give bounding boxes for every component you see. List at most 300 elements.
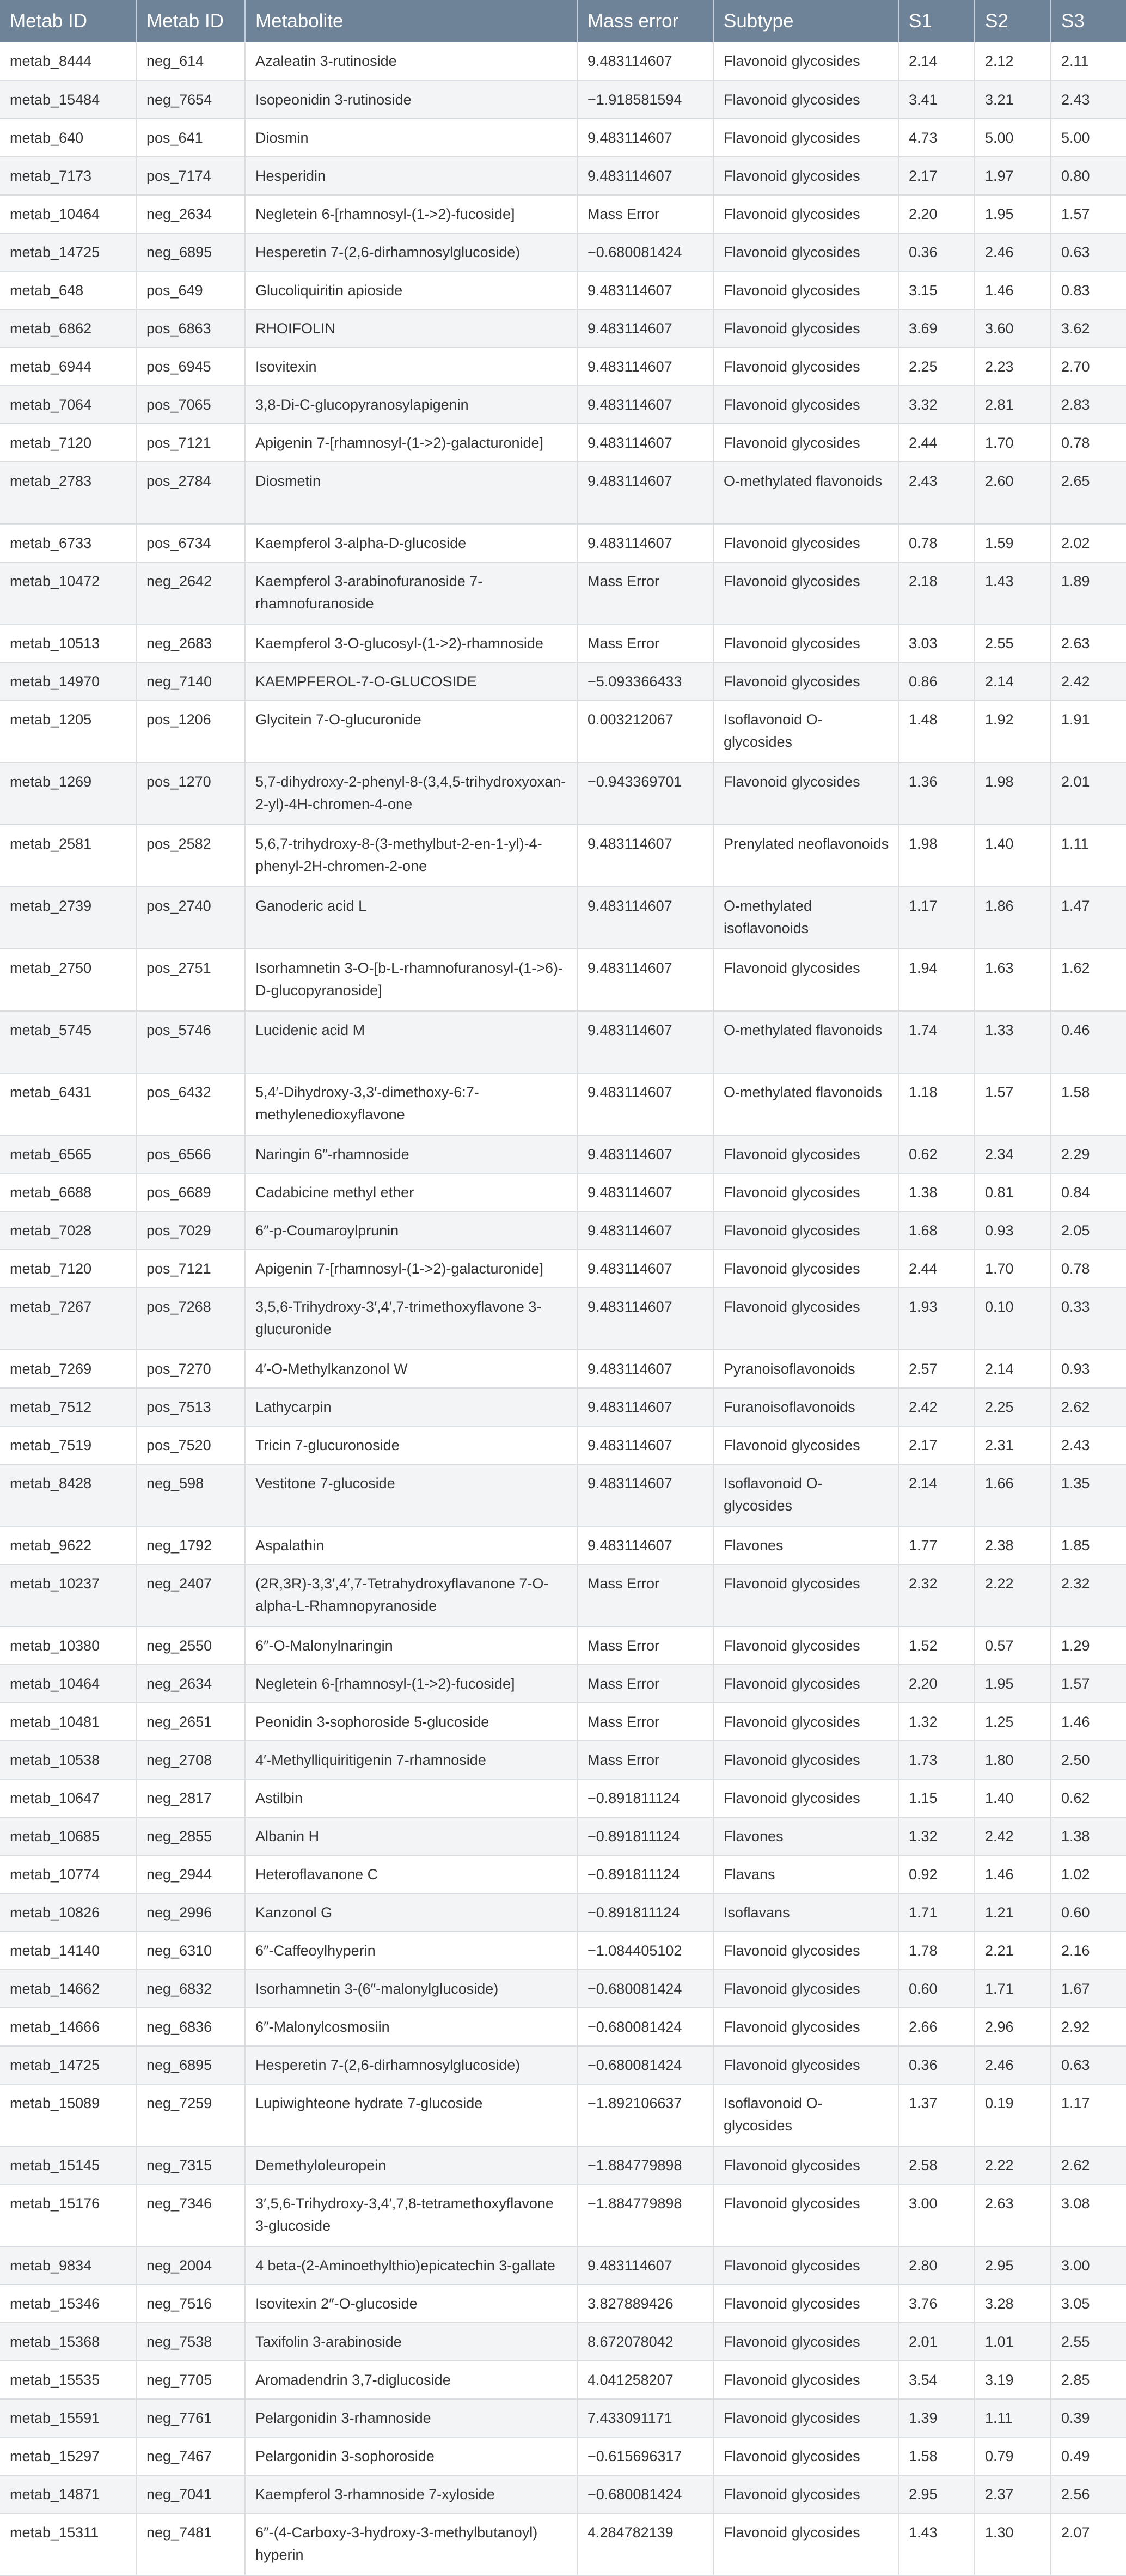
cell-subtype: Flavonoid glycosides xyxy=(713,1288,898,1350)
cell-metab-id-2: neg_7516 xyxy=(136,2285,245,2323)
cell-mass-error: −1.918581594 xyxy=(577,81,713,119)
table-row xyxy=(0,2475,1126,2513)
cell-s1: 1.17 xyxy=(898,887,975,949)
cell-mass-error: Mass Error xyxy=(577,1665,713,1703)
cell-s3: 0.84 xyxy=(1051,1173,1126,1211)
table-row xyxy=(0,1779,1126,1817)
cell-metab-id: metab_7064 xyxy=(0,386,136,424)
cell-s2: 1.21 xyxy=(975,1893,1051,1932)
cell-s2: 1.59 xyxy=(975,524,1051,562)
cell-s1: 1.38 xyxy=(898,1173,975,1211)
cell-subtype: Flavonoid glycosides xyxy=(713,662,898,701)
cell-s1: 1.15 xyxy=(898,1779,975,1817)
cell-s3: 2.62 xyxy=(1051,1388,1126,1426)
cell-metab-id-2: neg_7041 xyxy=(136,2475,245,2513)
cell-mass-error: 9.483114607 xyxy=(577,1464,713,1526)
cell-s3: 0.63 xyxy=(1051,233,1126,271)
cell-s1: 0.92 xyxy=(898,1855,975,1893)
table-row xyxy=(0,233,1126,271)
cell-metab-id: metab_6862 xyxy=(0,309,136,348)
cell-metab-id-2: neg_2634 xyxy=(136,195,245,233)
table-row xyxy=(0,1627,1126,1665)
cell-subtype: Flavonoid glycosides xyxy=(713,2437,898,2475)
cell-metabolite: Isovitexin 2″-O-glucoside xyxy=(245,2285,577,2323)
cell-s3: 0.78 xyxy=(1051,1250,1126,1288)
cell-metab-id-2: neg_6832 xyxy=(136,1970,245,2008)
cell-metabolite: Kanzonol G xyxy=(245,1893,577,1932)
cell-metabolite: Vestitone 7-glucoside xyxy=(245,1464,577,1526)
cell-mass-error: −5.093366433 xyxy=(577,662,713,701)
cell-mass-error: 9.483114607 xyxy=(577,1388,713,1426)
cell-s1: 1.43 xyxy=(898,2513,975,2575)
cell-metab-id: metab_7269 xyxy=(0,1350,136,1388)
table-row xyxy=(0,462,1126,524)
cell-s1: 3.32 xyxy=(898,386,975,424)
cell-subtype: Flavonoid glycosides xyxy=(713,1932,898,1970)
table-row xyxy=(0,662,1126,701)
cell-s2: 1.01 xyxy=(975,2323,1051,2361)
cell-metabolite: 5,7-dihydroxy-2-phenyl-8-(3,4,5-trihydroxyoxan-2-yl)-4H-chromen-4-one xyxy=(245,763,577,825)
cell-metab-id-2: neg_7761 xyxy=(136,2399,245,2437)
cell-metab-id: metab_15089 xyxy=(0,2084,136,2146)
cell-subtype: Flavonoid glycosides xyxy=(713,562,898,624)
cell-s1: 2.80 xyxy=(898,2246,975,2285)
header-row xyxy=(0,0,1126,42)
cell-metabolite: Hesperetin 7-(2,6-dirhamnosylglucoside) xyxy=(245,2046,577,2084)
cell-s2: 1.40 xyxy=(975,825,1051,887)
cell-subtype: Flavonoid glycosides xyxy=(713,2361,898,2399)
cell-metabolite: Diosmin xyxy=(245,119,577,157)
cell-s2: 1.43 xyxy=(975,562,1051,624)
table-row xyxy=(0,1388,1126,1426)
cell-s1: 2.32 xyxy=(898,1564,975,1627)
cell-s3: 3.08 xyxy=(1051,2184,1126,2246)
cell-metab-id: metab_15145 xyxy=(0,2146,136,2184)
cell-metabolite: Hesperidin xyxy=(245,157,577,195)
cell-mass-error: −1.884779898 xyxy=(577,2146,713,2184)
cell-s3: 2.85 xyxy=(1051,2361,1126,2399)
cell-subtype: Flavonoid glycosides xyxy=(713,524,898,562)
cell-s3: 0.49 xyxy=(1051,2437,1126,2475)
cell-metab-id: metab_10647 xyxy=(0,1779,136,1817)
cell-s1: 2.18 xyxy=(898,562,975,624)
cell-subtype: Flavonoid glycosides xyxy=(713,1703,898,1741)
cell-metab-id: metab_2739 xyxy=(0,887,136,949)
cell-s2: 2.37 xyxy=(975,2475,1051,2513)
cell-subtype: Flavones xyxy=(713,1817,898,1855)
cell-s1: 1.94 xyxy=(898,949,975,1011)
cell-metab-id-2: neg_7538 xyxy=(136,2323,245,2361)
cell-mass-error: −0.680081424 xyxy=(577,2046,713,2084)
cell-metab-id: metab_15176 xyxy=(0,2184,136,2246)
cell-s3: 1.47 xyxy=(1051,887,1126,949)
cell-subtype: Flavonoid glycosides xyxy=(713,2323,898,2361)
cell-metab-id-2: neg_2642 xyxy=(136,562,245,624)
cell-metab-id: metab_2581 xyxy=(0,825,136,887)
cell-metab-id-2: neg_7315 xyxy=(136,2146,245,2184)
cell-metab-id-2: pos_7029 xyxy=(136,1211,245,1250)
cell-metab-id-2: neg_2634 xyxy=(136,1665,245,1703)
cell-s2: 1.33 xyxy=(975,1011,1051,1073)
cell-metab-id: metab_10464 xyxy=(0,195,136,233)
cell-subtype: Flavonoid glycosides xyxy=(713,2184,898,2246)
table-row xyxy=(0,887,1126,949)
cell-s1: 2.14 xyxy=(898,42,975,81)
cell-subtype: Flavonoid glycosides xyxy=(713,386,898,424)
cell-subtype: O-methylated flavonoids xyxy=(713,462,898,524)
cell-s2: 2.95 xyxy=(975,2246,1051,2285)
cell-metab-id-2: neg_7140 xyxy=(136,662,245,701)
cell-metab-id: metab_10472 xyxy=(0,562,136,624)
cell-metab-id-2: neg_7705 xyxy=(136,2361,245,2399)
cell-s3: 1.11 xyxy=(1051,825,1126,887)
cell-metab-id: metab_9622 xyxy=(0,1526,136,1564)
cell-subtype: Flavonoid glycosides xyxy=(713,624,898,662)
cell-s3: 1.02 xyxy=(1051,1855,1126,1893)
cell-subtype: Flavonoid glycosides xyxy=(713,949,898,1011)
cell-mass-error: 9.483114607 xyxy=(577,462,713,524)
table-row xyxy=(0,1288,1126,1350)
cell-s2: 1.57 xyxy=(975,1073,1051,1135)
cell-subtype: Flavonoid glycosides xyxy=(713,1779,898,1817)
cell-s3: 1.35 xyxy=(1051,1464,1126,1526)
cell-s3: 2.11 xyxy=(1051,42,1126,81)
cell-metabolite: Lupiwighteone hydrate 7-glucoside xyxy=(245,2084,577,2146)
cell-metabolite: Aspalathin xyxy=(245,1526,577,1564)
cell-s3: 1.29 xyxy=(1051,1627,1126,1665)
cell-subtype: Flavonoid glycosides xyxy=(713,157,898,195)
cell-metab-id-2: pos_6734 xyxy=(136,524,245,562)
cell-metabolite: 4′-Methylliquiritigenin 7-rhamnoside xyxy=(245,1741,577,1779)
cell-metab-id-2: pos_1206 xyxy=(136,701,245,763)
table-row xyxy=(0,2246,1126,2285)
cell-s1: 1.71 xyxy=(898,1893,975,1932)
cell-s2: 1.66 xyxy=(975,1464,1051,1526)
cell-s1: 0.78 xyxy=(898,524,975,562)
table-row xyxy=(0,1970,1126,2008)
cell-metabolite: 4′-O-Methylkanzonol W xyxy=(245,1350,577,1388)
cell-metab-id: metab_2783 xyxy=(0,462,136,524)
cell-subtype: Flavonoid glycosides xyxy=(713,1426,898,1464)
cell-metab-id: metab_7120 xyxy=(0,424,136,462)
cell-s3: 2.32 xyxy=(1051,1564,1126,1627)
cell-metab-id: metab_10685 xyxy=(0,1817,136,1855)
cell-metab-id: metab_15311 xyxy=(0,2513,136,2575)
cell-mass-error: 9.483114607 xyxy=(577,1173,713,1211)
cell-mass-error: −0.891811124 xyxy=(577,1817,713,1855)
cell-subtype: O-methylated flavonoids xyxy=(713,1073,898,1135)
cell-metab-id-2: neg_2817 xyxy=(136,1779,245,1817)
cell-subtype: Flavonoid glycosides xyxy=(713,1564,898,1627)
cell-metab-id-2: pos_649 xyxy=(136,271,245,309)
col-subtype: Subtype xyxy=(713,0,898,42)
cell-subtype: Flavonoid glycosides xyxy=(713,1970,898,2008)
table-row xyxy=(0,119,1126,157)
cell-s1: 2.58 xyxy=(898,2146,975,2184)
cell-s2: 2.31 xyxy=(975,1426,1051,1464)
cell-subtype: Flavonoid glycosides xyxy=(713,2146,898,2184)
cell-s2: 2.14 xyxy=(975,662,1051,701)
cell-mass-error: −0.680081424 xyxy=(577,2475,713,2513)
cell-s3: 2.70 xyxy=(1051,348,1126,386)
cell-metab-id: metab_1205 xyxy=(0,701,136,763)
cell-s3: 1.17 xyxy=(1051,2084,1126,2146)
cell-s1: 3.69 xyxy=(898,309,975,348)
table-body xyxy=(0,42,1126,2575)
cell-mass-error: 9.483114607 xyxy=(577,887,713,949)
cell-mass-error: −0.943369701 xyxy=(577,763,713,825)
cell-s1: 1.39 xyxy=(898,2399,975,2437)
cell-metabolite: Kaempferol 3-O-glucosyl-(1->2)-rhamnoside xyxy=(245,624,577,662)
cell-s1: 2.66 xyxy=(898,2008,975,2046)
cell-metab-id: metab_6944 xyxy=(0,348,136,386)
cell-s3: 1.58 xyxy=(1051,1073,1126,1135)
cell-mass-error: 9.483114607 xyxy=(577,1211,713,1250)
cell-s2: 1.46 xyxy=(975,1855,1051,1893)
cell-s3: 3.62 xyxy=(1051,309,1126,348)
cell-mass-error: −1.084405102 xyxy=(577,1932,713,1970)
cell-s1: 2.43 xyxy=(898,462,975,524)
cell-subtype: Flavones xyxy=(713,1526,898,1564)
cell-metab-id: metab_15535 xyxy=(0,2361,136,2399)
cell-s2: 2.23 xyxy=(975,348,1051,386)
table-row xyxy=(0,271,1126,309)
cell-metab-id-2: pos_2784 xyxy=(136,462,245,524)
cell-s2: 2.96 xyxy=(975,2008,1051,2046)
cell-subtype: Flavonoid glycosides xyxy=(713,81,898,119)
cell-subtype: Flavonoid glycosides xyxy=(713,424,898,462)
cell-s3: 1.62 xyxy=(1051,949,1126,1011)
cell-s1: 3.03 xyxy=(898,624,975,662)
cell-s3: 2.02 xyxy=(1051,524,1126,562)
cell-subtype: Flavonoid glycosides xyxy=(713,2513,898,2575)
cell-subtype: Flavonoid glycosides xyxy=(713,195,898,233)
cell-s3: 1.46 xyxy=(1051,1703,1126,1741)
cell-s3: 0.39 xyxy=(1051,2399,1126,2437)
cell-s1: 1.98 xyxy=(898,825,975,887)
cell-metab-id-2: pos_7513 xyxy=(136,1388,245,1426)
cell-metab-id-2: neg_2708 xyxy=(136,1741,245,1779)
cell-s3: 0.93 xyxy=(1051,1350,1126,1388)
cell-metab-id: metab_14871 xyxy=(0,2475,136,2513)
cell-s2: 1.80 xyxy=(975,1741,1051,1779)
cell-s3: 3.05 xyxy=(1051,2285,1126,2323)
cell-s1: 2.20 xyxy=(898,1665,975,1703)
cell-metab-id-2: neg_2550 xyxy=(136,1627,245,1665)
cell-mass-error: 9.483114607 xyxy=(577,1135,713,1173)
cell-metabolite: Negletein 6-[rhamnosyl-(1->2)-fucoside] xyxy=(245,195,577,233)
cell-mass-error: −0.891811124 xyxy=(577,1779,713,1817)
cell-metab-id-2: pos_7270 xyxy=(136,1350,245,1388)
cell-s1: 1.68 xyxy=(898,1211,975,1250)
cell-mass-error: −0.615696317 xyxy=(577,2437,713,2475)
cell-metab-id-2: neg_6310 xyxy=(136,1932,245,1970)
cell-subtype: Flavonoid glycosides xyxy=(713,1250,898,1288)
cell-metab-id: metab_14725 xyxy=(0,233,136,271)
cell-metabolite: (2R,3R)-3,3′,4′,7-Tetrahydroxyflavanone 7-O-alpha-L-Rhamnopyranoside xyxy=(245,1564,577,1627)
cell-metabolite: Isorhamnetin 3-O-[b-L-rhamnofuranosyl-(1->6)-D-glucopyranoside] xyxy=(245,949,577,1011)
cell-metab-id: metab_14970 xyxy=(0,662,136,701)
table-row xyxy=(0,763,1126,825)
cell-mass-error: Mass Error xyxy=(577,1703,713,1741)
cell-metab-id: metab_648 xyxy=(0,271,136,309)
cell-s3: 2.29 xyxy=(1051,1135,1126,1173)
cell-subtype: Flavonoid glycosides xyxy=(713,1211,898,1250)
col-s3: S3 xyxy=(1061,10,1085,32)
cell-s1: 2.44 xyxy=(898,1250,975,1288)
cell-metab-id-2: pos_5746 xyxy=(136,1011,245,1073)
cell-metab-id-2: neg_598 xyxy=(136,1464,245,1526)
cell-metab-id-2: neg_2855 xyxy=(136,1817,245,1855)
cell-metabolite: Azaleatin 3-rutinoside xyxy=(245,42,577,81)
cell-metabolite: Hesperetin 7-(2,6-dirhamnosylglucoside) xyxy=(245,233,577,271)
cell-mass-error: 9.483114607 xyxy=(577,119,713,157)
cell-subtype: Flavonoid glycosides xyxy=(713,119,898,157)
table-row xyxy=(0,424,1126,462)
cell-subtype: Flavonoid glycosides xyxy=(713,1135,898,1173)
cell-metab-id: metab_1269 xyxy=(0,763,136,825)
cell-s2: 1.46 xyxy=(975,271,1051,309)
cell-s1: 2.20 xyxy=(898,195,975,233)
cell-metab-id: metab_15368 xyxy=(0,2323,136,2361)
cell-subtype: Flavonoid glycosides xyxy=(713,233,898,271)
cell-s2: 2.60 xyxy=(975,462,1051,524)
cell-s3: 0.80 xyxy=(1051,157,1126,195)
cell-mass-error: 9.483114607 xyxy=(577,1426,713,1464)
cell-metab-id: metab_6565 xyxy=(0,1135,136,1173)
cell-subtype: Flavonoid glycosides xyxy=(713,1741,898,1779)
cell-s3: 0.60 xyxy=(1051,1893,1126,1932)
cell-mass-error: −0.680081424 xyxy=(577,1970,713,2008)
cell-mass-error: 3.827889426 xyxy=(577,2285,713,2323)
cell-subtype: Flavonoid glycosides xyxy=(713,2008,898,2046)
cell-s2: 2.81 xyxy=(975,386,1051,424)
cell-s3: 2.56 xyxy=(1051,2475,1126,2513)
cell-metabolite: Lathycarpin xyxy=(245,1388,577,1426)
cell-s2: 2.38 xyxy=(975,1526,1051,1564)
cell-s3: 0.83 xyxy=(1051,271,1126,309)
cell-mass-error: 9.483114607 xyxy=(577,348,713,386)
cell-s2: 1.97 xyxy=(975,157,1051,195)
cell-subtype: O-methylated isoflavonoids xyxy=(713,887,898,949)
cell-s1: 1.32 xyxy=(898,1703,975,1741)
table-row xyxy=(0,2513,1126,2575)
cell-mass-error: 9.483114607 xyxy=(577,1250,713,1288)
cell-s3: 1.57 xyxy=(1051,195,1126,233)
cell-s2: 2.63 xyxy=(975,2184,1051,2246)
cell-s1: 0.36 xyxy=(898,2046,975,2084)
cell-mass-error: 9.483114607 xyxy=(577,42,713,81)
cell-s3: 1.38 xyxy=(1051,1817,1126,1855)
cell-metab-id-2: neg_7481 xyxy=(136,2513,245,2575)
cell-metabolite: Lucidenic acid M xyxy=(245,1011,577,1073)
cell-s3: 2.92 xyxy=(1051,2008,1126,2046)
cell-s1: 1.48 xyxy=(898,701,975,763)
cell-metabolite: Glycitein 7-O-glucuronide xyxy=(245,701,577,763)
table-row xyxy=(0,1211,1126,1250)
cell-mass-error: 9.483114607 xyxy=(577,949,713,1011)
cell-mass-error: Mass Error xyxy=(577,1741,713,1779)
cell-metab-id: metab_6431 xyxy=(0,1073,136,1135)
cell-metab-id-2: pos_641 xyxy=(136,119,245,157)
cell-s1: 1.36 xyxy=(898,763,975,825)
cell-subtype: Prenylated neoflavonoids xyxy=(713,825,898,887)
cell-s1: 2.01 xyxy=(898,2323,975,2361)
table-row xyxy=(0,157,1126,195)
cell-metabolite: 6″-Caffeoylhyperin xyxy=(245,1932,577,1970)
cell-metab-id-2: pos_2582 xyxy=(136,825,245,887)
cell-s2: 2.42 xyxy=(975,1817,1051,1855)
table-row xyxy=(0,2399,1126,2437)
cell-s1: 2.17 xyxy=(898,157,975,195)
cell-metabolite: 5,4′-Dihydroxy-3,3′-dimethoxy-6:7-methylenedioxyflavone xyxy=(245,1073,577,1135)
cell-s1: 1.58 xyxy=(898,2437,975,2475)
cell-metab-id-2: neg_614 xyxy=(136,42,245,81)
cell-metabolite: Kaempferol 3-rhamnoside 7-xyloside xyxy=(245,2475,577,2513)
cell-mass-error: −1.884779898 xyxy=(577,2184,713,2246)
cell-mass-error: Mass Error xyxy=(577,624,713,662)
cell-s2: 1.25 xyxy=(975,1703,1051,1741)
cell-s3: 2.01 xyxy=(1051,763,1126,825)
cell-s2: 0.57 xyxy=(975,1627,1051,1665)
cell-s2: 2.55 xyxy=(975,624,1051,662)
cell-s3: 2.50 xyxy=(1051,1741,1126,1779)
table-row xyxy=(0,2437,1126,2475)
cell-metab-id: metab_6688 xyxy=(0,1173,136,1211)
cell-mass-error: Mass Error xyxy=(577,195,713,233)
cell-metabolite: Peonidin 3-sophoroside 5-glucoside xyxy=(245,1703,577,1741)
cell-subtype: Isoflavonoid O-glycosides xyxy=(713,2084,898,2146)
cell-s1: 1.73 xyxy=(898,1741,975,1779)
cell-metab-id-2: neg_2683 xyxy=(136,624,245,662)
table-row xyxy=(0,1464,1126,1526)
cell-s2: 1.70 xyxy=(975,424,1051,462)
table-row xyxy=(0,386,1126,424)
cell-s2: 2.12 xyxy=(975,42,1051,81)
cell-s2: 2.22 xyxy=(975,1564,1051,1627)
cell-mass-error: −0.891811124 xyxy=(577,1855,713,1893)
cell-mass-error: 9.483114607 xyxy=(577,1350,713,1388)
cell-s3: 1.67 xyxy=(1051,1970,1126,2008)
cell-subtype: Flavonoid glycosides xyxy=(713,1665,898,1703)
cell-mass-error: −1.892106637 xyxy=(577,2084,713,2146)
cell-metab-id-2: pos_6863 xyxy=(136,309,245,348)
cell-s3: 0.63 xyxy=(1051,2046,1126,2084)
table-row xyxy=(0,2361,1126,2399)
table-row xyxy=(0,2184,1126,2246)
cell-metab-id-2: pos_7268 xyxy=(136,1288,245,1350)
table-row xyxy=(0,562,1126,624)
cell-metabolite: 6″-Malonylcosmosiin xyxy=(245,2008,577,2046)
cell-metab-id-2: pos_7520 xyxy=(136,1426,245,1464)
cell-metab-id: metab_7512 xyxy=(0,1388,136,1426)
cell-mass-error: 4.284782139 xyxy=(577,2513,713,2575)
cell-s2: 1.30 xyxy=(975,2513,1051,2575)
col-mass-error: Mass error xyxy=(577,0,713,42)
cell-metab-id-2: neg_1792 xyxy=(136,1526,245,1564)
cell-metabolite: Apigenin 7-[rhamnosyl-(1->2)-galacturonide] xyxy=(245,424,577,462)
cell-metab-id: metab_8444 xyxy=(0,42,136,81)
cell-metabolite: 6″-O-Malonylnaringin xyxy=(245,1627,577,1665)
cell-s2: 1.71 xyxy=(975,1970,1051,2008)
cell-metab-id: metab_640 xyxy=(0,119,136,157)
cell-subtype: Isoflavonoid O-glycosides xyxy=(713,701,898,763)
cell-metabolite: KAEMPFEROL-7-O-GLUCOSIDE xyxy=(245,662,577,701)
cell-metabolite: Diosmetin xyxy=(245,462,577,524)
cell-metabolite: 3,5,6-Trihydroxy-3′,4′,7-trimethoxyflavone 3-glucuronide xyxy=(245,1288,577,1350)
cell-s2: 3.21 xyxy=(975,81,1051,119)
table-row xyxy=(0,1250,1126,1288)
